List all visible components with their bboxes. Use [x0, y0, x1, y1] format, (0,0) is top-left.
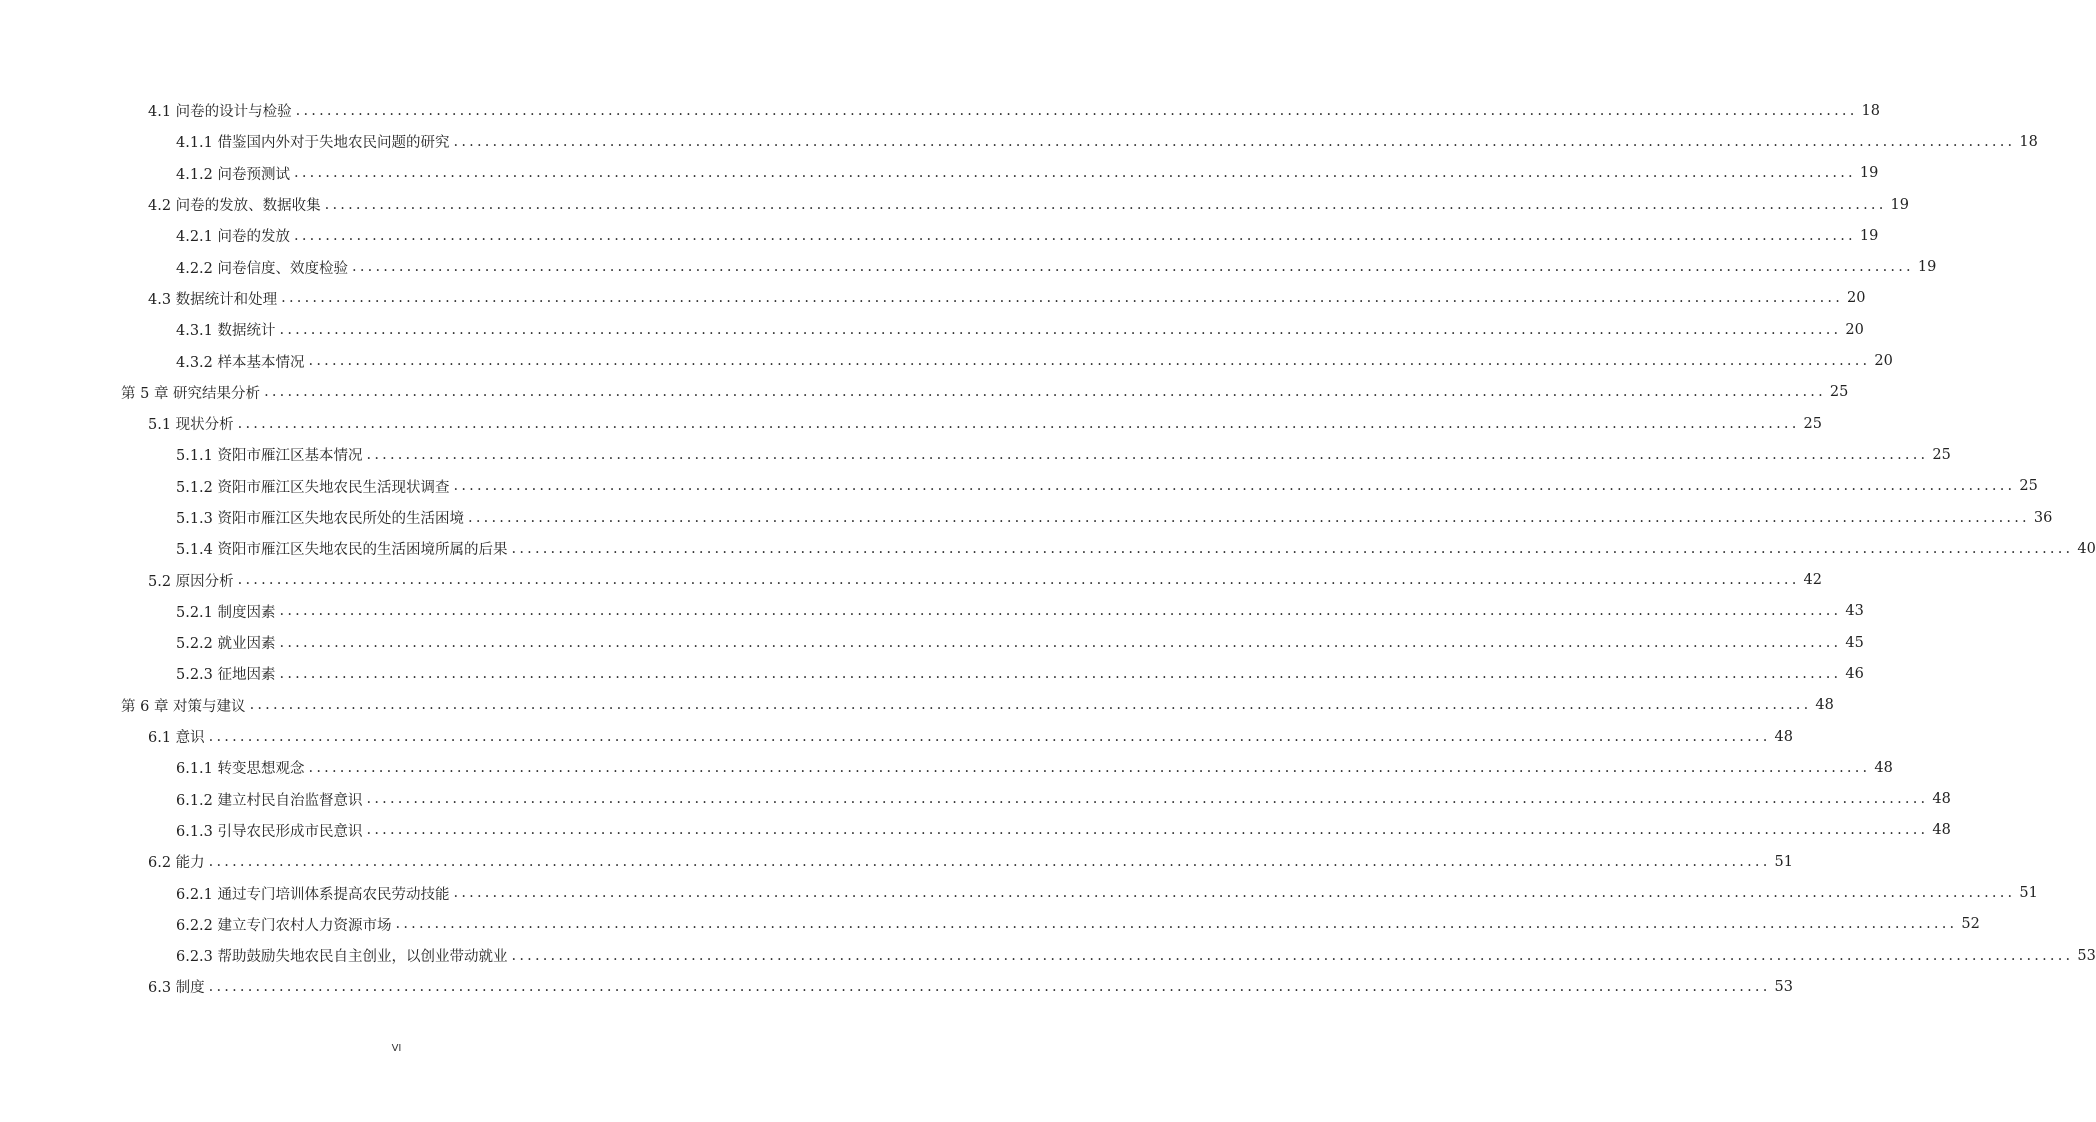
toc-entry-page: 48	[1932, 791, 1951, 808]
toc-entry[interactable]	[0, 815, 1951, 846]
toc-dot-leader: ........................................................................................................................................................................................................	[352, 259, 1914, 276]
toc-entry-page: 45	[1845, 634, 1864, 651]
toc-entry-page: 48	[1932, 822, 1951, 839]
toc-dot-leader: ........................................................................................................................................................................................................	[249, 697, 1812, 714]
toc-entry[interactable]	[0, 314, 1864, 345]
toc-entry-page: 40	[2077, 540, 2096, 557]
toc-dot-leader: ........................................................................................................................................................................................................	[468, 509, 2030, 526]
toc-entry-title: 4.3.1 数据统计	[176, 323, 276, 340]
toc-dot-leader: ........................................................................................................................................................................................................	[395, 916, 1958, 933]
toc-dot-leader: ........................................................................................................................................................................................................	[308, 353, 1871, 370]
toc-entry[interactable]	[0, 533, 2096, 564]
toc-entry[interactable]	[0, 439, 1951, 470]
toc-dot-leader: ........................................................................................................................................................................................................	[453, 478, 2016, 495]
toc-entry-title: 5.2.1 制度因素	[176, 604, 276, 621]
toc-entry[interactable]	[0, 251, 1937, 282]
toc-entry[interactable]	[0, 846, 1793, 877]
toc-dot-leader: ........................................................................................................................................................................................................	[511, 540, 2074, 557]
toc-entry[interactable]	[0, 283, 1866, 314]
toc-entry[interactable]	[0, 877, 2038, 908]
toc-entry[interactable]	[0, 627, 1864, 658]
toc-dot-leader: ........................................................................................................................................................................................................	[237, 572, 1800, 589]
toc-entry-page: 25	[1829, 384, 1849, 401]
toc-dot-leader: ........................................................................................................................................................................................................	[294, 227, 1856, 244]
toc-dot-leader: ........................................................................................................................................................................................................	[453, 133, 2016, 150]
toc-entry[interactable]	[0, 596, 1864, 627]
toc-entry[interactable]	[0, 345, 1893, 376]
toc-entry-page: 46	[1845, 665, 1864, 682]
toc-dot-leader: ........................................................................................................................................................................................................	[279, 665, 1842, 682]
toc-entry-page: 42	[1803, 572, 1822, 589]
toc-entry-page: 53	[2077, 947, 2096, 964]
toc-entry-title: 6.2.2 建立专门农村人力资源市场	[176, 917, 392, 934]
toc-dot-leader: ........................................................................................................................................................................................................	[295, 102, 1858, 119]
toc-entry[interactable]	[0, 502, 2053, 533]
toc-dot-leader: ........................................................................................................................................................................................................	[279, 634, 1842, 651]
toc-entry-page: 52	[1961, 916, 1980, 933]
toc-dot-leader: ........................................................................................................................................................................................................	[237, 415, 1800, 432]
toc-entry-page: 51	[1774, 853, 1793, 870]
toc-entry[interactable]	[0, 377, 1849, 408]
toc-entry[interactable]	[0, 690, 1834, 721]
toc-entry-title: 4.1.2 问卷预测试	[176, 166, 291, 183]
toc-entry-page: 48	[1874, 759, 1893, 776]
toc-entry-page: 43	[1845, 603, 1864, 620]
toc-entry-title: 6.1.2 建立村民自治监督意识	[176, 792, 363, 809]
toc-entry-page: 25	[1932, 446, 1951, 463]
toc-entry-title: 6.2.3 帮助鼓励失地农民自主创业，以创业带动就业	[176, 949, 508, 966]
toc-entry[interactable]	[0, 658, 1864, 689]
toc-entry[interactable]	[0, 940, 2096, 971]
toc-entry-title: 6.1 意识	[148, 730, 205, 747]
toc-entry[interactable]	[0, 189, 1909, 220]
toc-entry-title: 6.1.3 引导农民形成市民意识	[176, 823, 363, 840]
toc-entry-page: 18	[1861, 102, 1880, 119]
toc-entry[interactable]	[0, 784, 1951, 815]
toc-entry-title: 6.1.1 转变思想观念	[176, 761, 305, 778]
toc-entry-title: 4.3.2 样本基本情况	[176, 354, 305, 371]
toc-dot-leader: ........................................................................................................................................................................................................	[279, 321, 1842, 338]
toc-entry-title: 4.2.1 问卷的发放	[176, 229, 291, 246]
toc-dot-leader: ........................................................................................................................................................................................................	[453, 885, 2016, 902]
toc-entry[interactable]	[0, 752, 1893, 783]
toc-entry-title: 6.2.1 通过专门培训体系提高农民劳动技能	[176, 886, 450, 903]
toc-entry-title: 4.1 问卷的设计与检验	[148, 104, 292, 121]
toc-dot-leader: ........................................................................................................................................................................................................	[279, 603, 1842, 620]
toc-dot-leader: ........................................................................................................................................................................................................	[208, 728, 1771, 745]
toc-entry[interactable]	[0, 564, 1822, 595]
toc-entry-title: 5.2.3 征地因素	[176, 667, 276, 684]
toc-dot-leader: ........................................................................................................................................................................................................	[294, 165, 1856, 182]
toc-entry-page: 19	[1859, 165, 1879, 182]
toc-entry-page: 51	[2019, 885, 2038, 902]
toc-entry-title: 4.2 问卷的发放、数据收集	[148, 198, 321, 215]
toc-dot-leader: ........................................................................................................................................................................................................	[208, 978, 1771, 995]
toc-entry-title: 6.3 制度	[148, 980, 205, 997]
toc-entry[interactable]	[0, 971, 1793, 1002]
toc-entry-title: 5.2.2 就业因素	[176, 636, 276, 653]
toc-entry-title: 5.1.4 资阳市雁江区失地农民的生活困境所属的后果	[176, 542, 508, 559]
toc-entry-page: 25	[2019, 478, 2038, 495]
toc-entry-title: 5.1 现状分析	[148, 417, 234, 434]
toc-dot-leader: ........................................................................................................................................................................................................	[366, 822, 1929, 839]
toc-entry-page: 19	[1859, 227, 1879, 244]
toc-entry-title: 4.3 数据统计和处理	[148, 291, 278, 308]
page-number: VI	[391, 1043, 402, 1054]
toc-dot-leader: ........................................................................................................................................................................................................	[208, 853, 1771, 870]
toc-entry-title: 5.1.3 资阳市雁江区失地农民所处的生活困境	[176, 511, 465, 527]
toc-dot-leader: ........................................................................................................................................................................................................	[308, 759, 1871, 776]
toc-entry-page: 19	[1890, 196, 1909, 213]
toc-entry[interactable]	[0, 158, 1879, 189]
toc-entry-page: 36	[2033, 509, 2053, 526]
toc-entry[interactable]	[0, 721, 1793, 752]
toc-entry-page: 25	[1803, 415, 1822, 432]
toc-entry-title: 4.2.2 问卷信度、效度检验	[176, 260, 349, 277]
toc-entry-page: 20	[1847, 290, 1866, 307]
toc-entry-title: 5.1.2 资阳市雁江区失地农民生活现状调查	[176, 479, 450, 496]
toc-entry-title: 第 6 章 对策与建议	[121, 698, 246, 715]
toc-entry-page: 19	[1917, 259, 1937, 276]
toc-entry-page: 18	[2019, 133, 2038, 150]
toc-entry-title: 4.1.1 借鉴国内外对于失地农民问题的研究	[176, 135, 450, 152]
toc-dot-leader: ........................................................................................................................................................................................................	[264, 384, 1826, 401]
toc-entry-page: 20	[1874, 353, 1893, 370]
toc-dot-leader: ........................................................................................................................................................................................................	[511, 947, 2074, 964]
toc-entry-page: 20	[1845, 321, 1864, 338]
toc-entry[interactable]	[0, 95, 1880, 126]
toc-dot-leader: ........................................................................................................................................................................................................	[366, 791, 1929, 808]
table-of-contents	[0, 95, 2096, 1003]
toc-entry-title: 第 5 章 研究结果分析	[121, 385, 261, 402]
toc-entry[interactable]	[0, 126, 2038, 157]
toc-entry[interactable]	[0, 220, 1879, 251]
toc-entry[interactable]	[0, 408, 1822, 439]
toc-entry[interactable]	[0, 471, 2038, 502]
toc-dot-leader: ........................................................................................................................................................................................................	[281, 290, 1843, 307]
toc-entry[interactable]	[0, 909, 1980, 940]
toc-entry-page: 48	[1774, 728, 1793, 745]
toc-entry-title: 5.2 原因分析	[148, 573, 234, 590]
toc-entry-page: 53	[1774, 978, 1793, 995]
toc-dot-leader: ........................................................................................................................................................................................................	[324, 196, 1887, 213]
toc-dot-leader: ........................................................................................................................................................................................................	[366, 446, 1929, 463]
toc-entry-title: 5.1.1 资阳市雁江区基本情况	[176, 448, 363, 465]
toc-entry-page: 48	[1815, 697, 1834, 714]
toc-entry-title: 6.2 能力	[148, 855, 205, 872]
